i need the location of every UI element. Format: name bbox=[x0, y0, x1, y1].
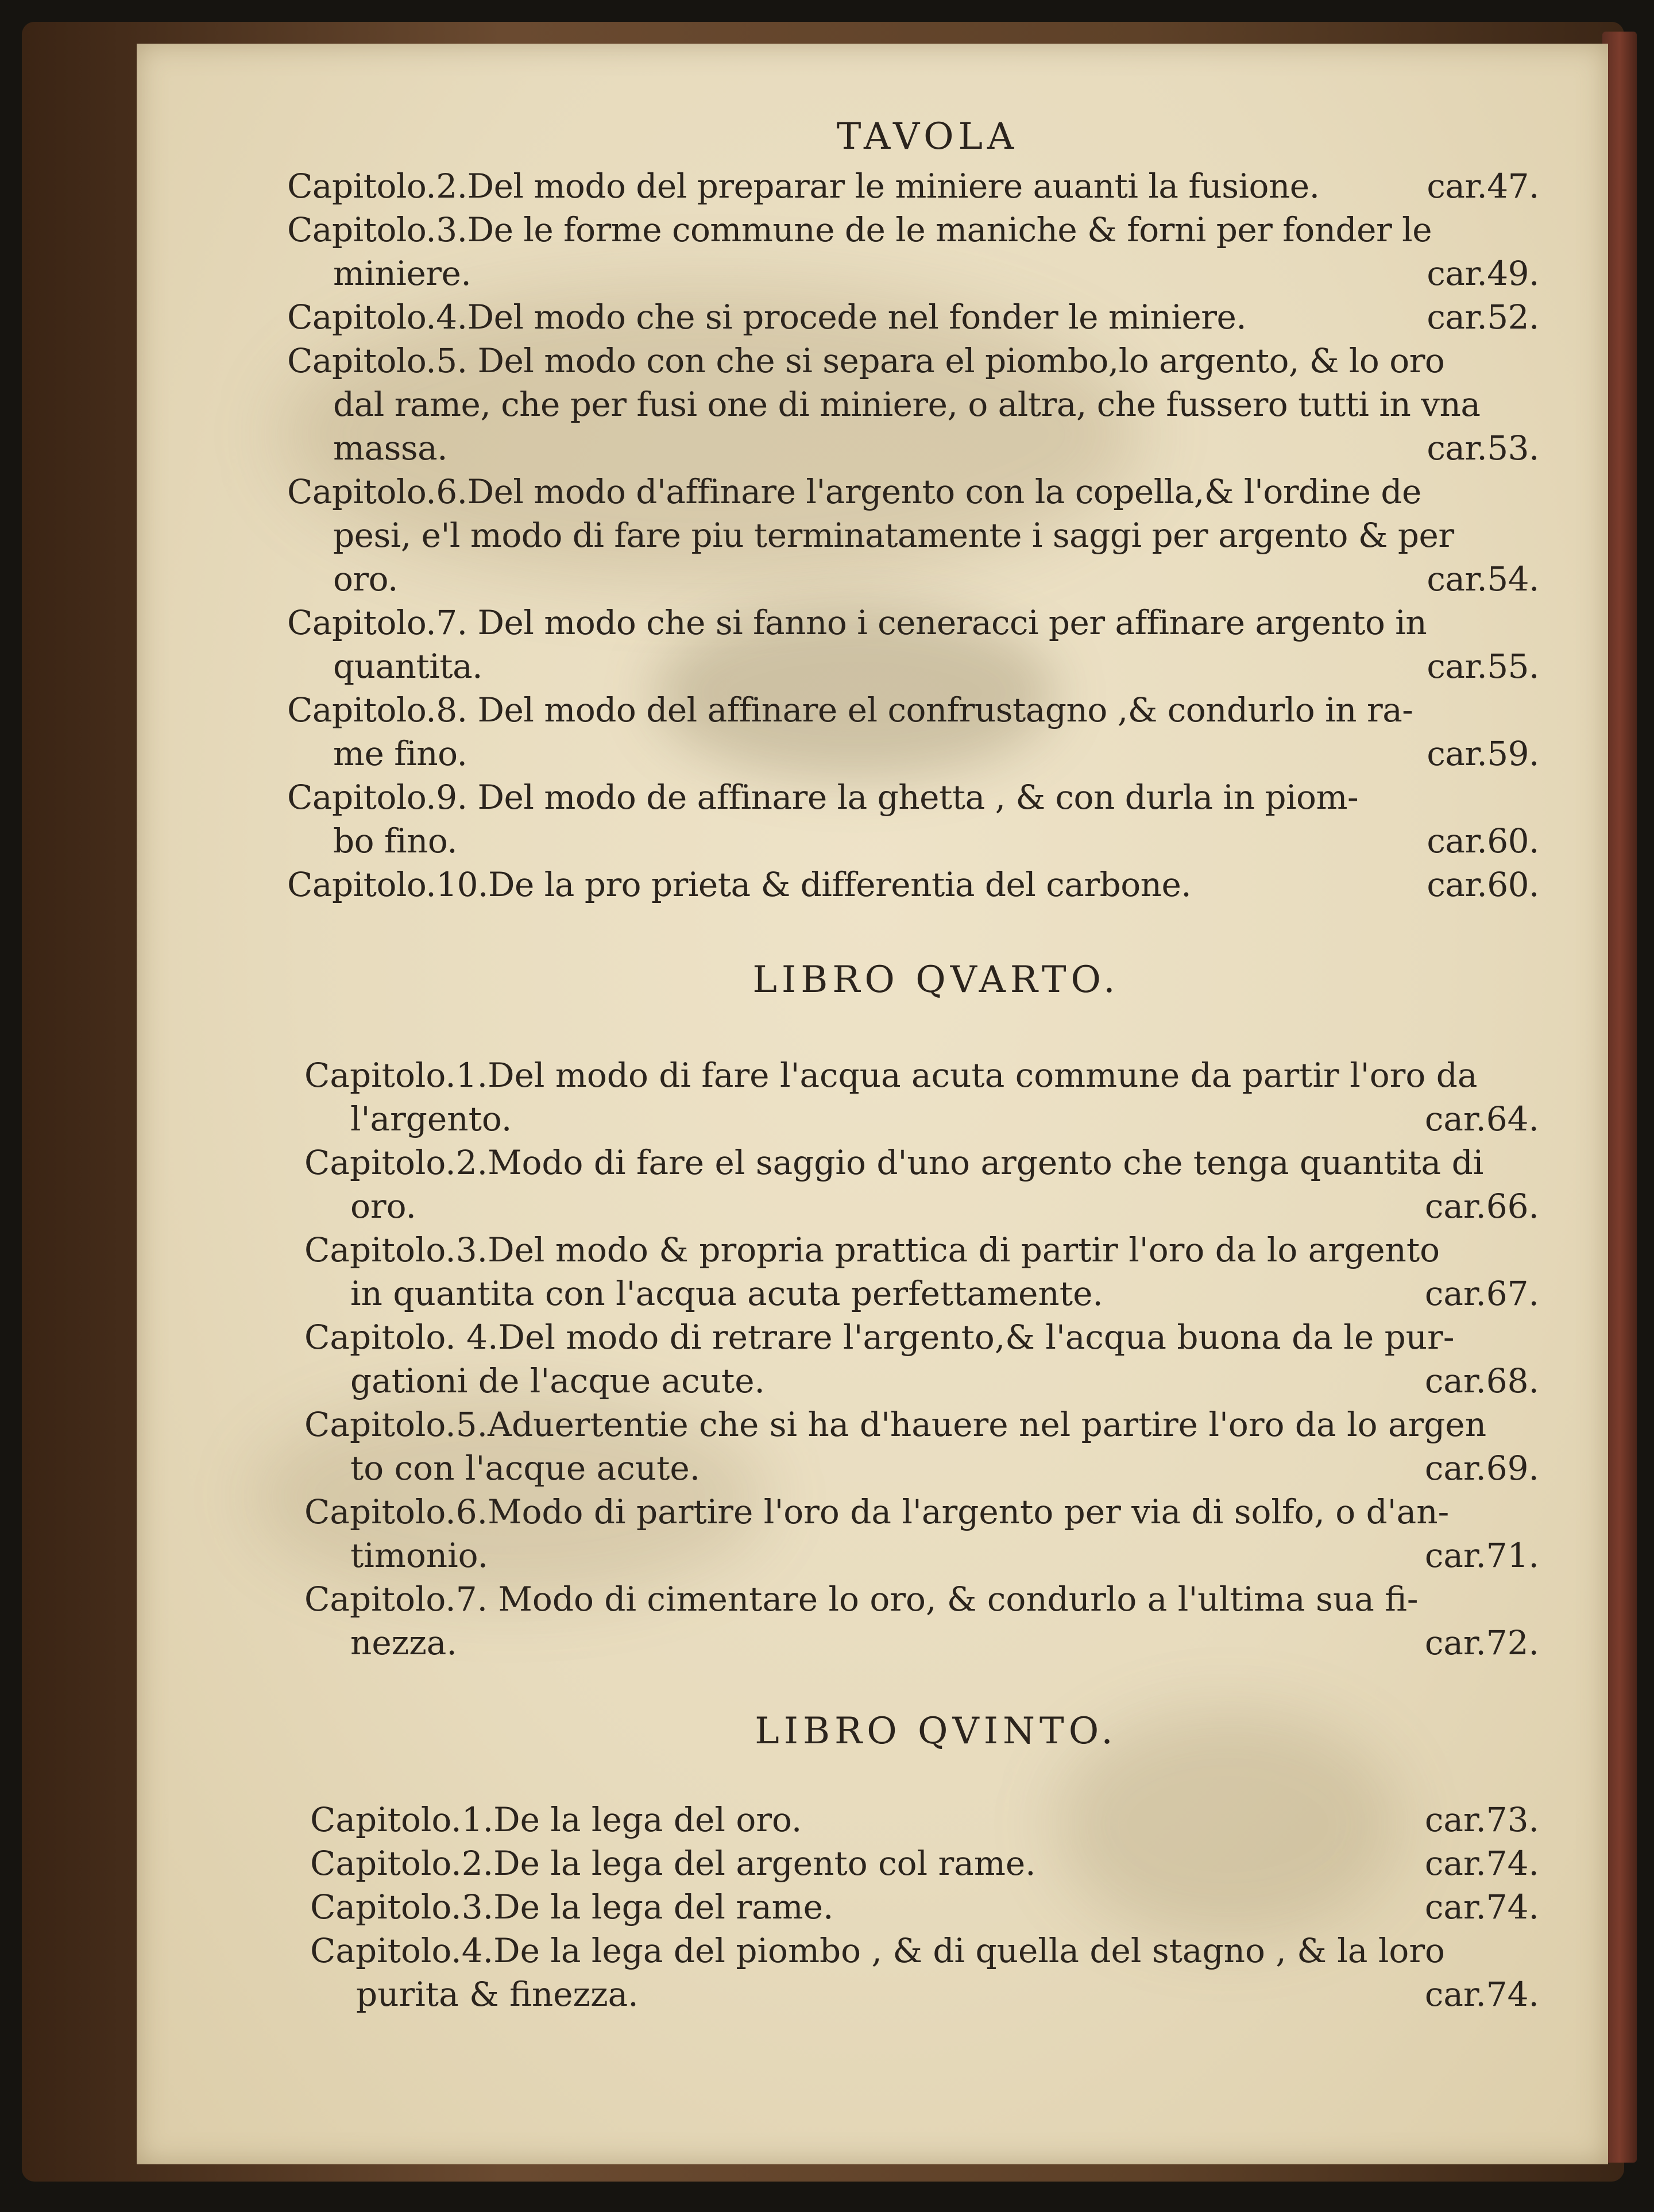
entry-line: Capitolo. 4.Del modo di retrare l'argento,& l'acqua buona da le pur- bbox=[304, 1318, 1455, 1357]
entry-line: Capitolo.6.Del modo d'affinare l'argento con la copella,& l'ordine de bbox=[287, 472, 1421, 511]
entry-line: nezza. bbox=[350, 1623, 457, 1662]
entry-line: Capitolo.3.Del modo & propria prattica di partir l'oro da lo argento bbox=[304, 1230, 1440, 1269]
toc-entry bbox=[310, 1842, 1539, 1885]
page-reference: car.68. bbox=[1424, 1361, 1539, 1400]
toc-entry bbox=[287, 164, 1539, 208]
book-five-section bbox=[310, 1798, 1539, 2016]
page-reference: car.60. bbox=[1427, 865, 1539, 904]
page-reference: car.73. bbox=[1424, 1800, 1539, 1839]
entry-line: in quantita con l'acqua acuta perfettamente. bbox=[350, 1274, 1103, 1313]
page-reference: car.74. bbox=[1424, 1844, 1539, 1883]
toc-entry bbox=[304, 1403, 1539, 1490]
page-reference: car.67. bbox=[1424, 1274, 1539, 1313]
page-reference: car.54. bbox=[1427, 559, 1539, 599]
entry-line: Capitolo.3.De la lega del rame. bbox=[310, 1887, 834, 1927]
entry-line: Capitolo.2.Del modo del preparar le miniere auanti la fusione. bbox=[287, 167, 1320, 206]
section-heading-libro-quinto: LIBRO QVINTO. bbox=[755, 1710, 1118, 1752]
entry-line: Capitolo.8. Del modo del affinare el confrustagno ,& condurlo in ra- bbox=[287, 690, 1413, 729]
toc-entry bbox=[304, 1577, 1539, 1665]
page-reference: car.53. bbox=[1427, 428, 1539, 468]
toc-entry bbox=[287, 339, 1539, 470]
entry-line: Capitolo.2.Modo di fare el saggio d'uno argento che tenga quantita di bbox=[304, 1143, 1484, 1182]
entry-line: massa. bbox=[333, 428, 448, 468]
page-reference: car.59. bbox=[1427, 734, 1539, 773]
entry-line: Capitolo.6.Modo di partire l'oro da l'argento per via di solfo, o d'an- bbox=[304, 1492, 1450, 1531]
entry-line: Capitolo.4.Del modo che si procede nel fonder le miniere. bbox=[287, 298, 1247, 337]
entry-line: Capitolo.2.De la lega del argento col rame. bbox=[310, 1844, 1036, 1883]
entry-line: Capitolo.10.De la pro prieta & differentia del carbone. bbox=[287, 865, 1192, 904]
page-reference: car.47. bbox=[1427, 167, 1539, 206]
entry-line: purita & finezza. bbox=[356, 1975, 639, 2014]
toc-entry bbox=[304, 1053, 1539, 1141]
entry-line: Capitolo.9. Del modo de affinare la ghetta , & con durla in piom- bbox=[287, 778, 1359, 817]
page-reference: car.49. bbox=[1427, 254, 1539, 293]
entry-line: Capitolo.5. Del modo con che si separa el piombo,lo argento, & lo oro bbox=[287, 341, 1445, 380]
toc-entry bbox=[287, 470, 1539, 601]
page-header: TAVOLA bbox=[836, 115, 1019, 158]
toc-entry bbox=[304, 1141, 1539, 1228]
entry-line: timonio. bbox=[350, 1536, 489, 1575]
book-three-section bbox=[287, 164, 1539, 906]
toc-entry bbox=[287, 775, 1539, 863]
page-reference: car.60. bbox=[1427, 821, 1539, 860]
entry-line: Capitolo.4.De la lega del piombo , & di quella del stagno , & la loro bbox=[310, 1931, 1445, 1970]
toc-entry bbox=[287, 863, 1539, 906]
toc-entry bbox=[310, 1929, 1539, 2016]
entry-line: oro. bbox=[333, 559, 398, 599]
toc-entry bbox=[287, 601, 1539, 688]
book-four-section bbox=[304, 1053, 1539, 1665]
page-reference: car.72. bbox=[1424, 1623, 1539, 1662]
entry-line: miniere. bbox=[333, 254, 472, 293]
entry-line: gationi de l'acque acute. bbox=[350, 1361, 765, 1400]
entry-line: pesi, e'l modo di fare piu terminatamente i saggi per argento & per bbox=[333, 516, 1454, 555]
entry-line: l'argento. bbox=[350, 1099, 512, 1138]
entry-line: bo fino. bbox=[333, 821, 458, 860]
toc-entry bbox=[304, 1315, 1539, 1403]
entry-line: quantita. bbox=[333, 647, 483, 686]
toc-entry bbox=[287, 688, 1539, 775]
entry-line: oro. bbox=[350, 1187, 416, 1226]
toc-entry bbox=[310, 1798, 1539, 1842]
toc-entry bbox=[310, 1885, 1539, 1929]
entry-line: to con l'acque acute. bbox=[350, 1449, 701, 1488]
page-content bbox=[287, 109, 1539, 2016]
entry-line: Capitolo.1.Del modo di fare l'acqua acuta commune da partir l'oro da bbox=[304, 1056, 1478, 1095]
entry-line: Capitolo.1.De la lega del oro. bbox=[310, 1800, 802, 1839]
entry-line: dal rame, che per fusi one di miniere, o altra, che fussero tutti in vna bbox=[333, 385, 1481, 424]
page-reference: car.64. bbox=[1424, 1099, 1539, 1138]
toc-entry bbox=[304, 1228, 1539, 1315]
entry-line: me fino. bbox=[333, 734, 467, 773]
section-heading-libro-quarto: LIBRO QVARTO. bbox=[752, 959, 1120, 1001]
page-reference: car.52. bbox=[1427, 298, 1539, 337]
page-reference: car.69. bbox=[1424, 1449, 1539, 1488]
entry-line: Capitolo.7. Del modo che si fanno i ceneracci per affinare argento in bbox=[287, 603, 1427, 642]
page-reference: car.66. bbox=[1424, 1187, 1539, 1226]
entry-line: Capitolo.7. Modo di cimentare lo oro, & condurlo a l'ultima sua fi- bbox=[304, 1580, 1419, 1619]
page-reference: car.74. bbox=[1424, 1975, 1539, 2014]
toc-entry bbox=[287, 295, 1539, 339]
toc-entry bbox=[287, 208, 1539, 295]
toc-entry bbox=[304, 1490, 1539, 1577]
page-reference: car.74. bbox=[1424, 1887, 1539, 1927]
entry-line: Capitolo.3.De le forme commune de le maniche & forni per fonder le bbox=[287, 210, 1432, 249]
page-reference: car.55. bbox=[1427, 647, 1539, 686]
entry-line: Capitolo.5.Aduertentie che si ha d'hauere nel partire l'oro da lo argen bbox=[304, 1405, 1487, 1444]
page-reference: car.71. bbox=[1424, 1536, 1539, 1575]
